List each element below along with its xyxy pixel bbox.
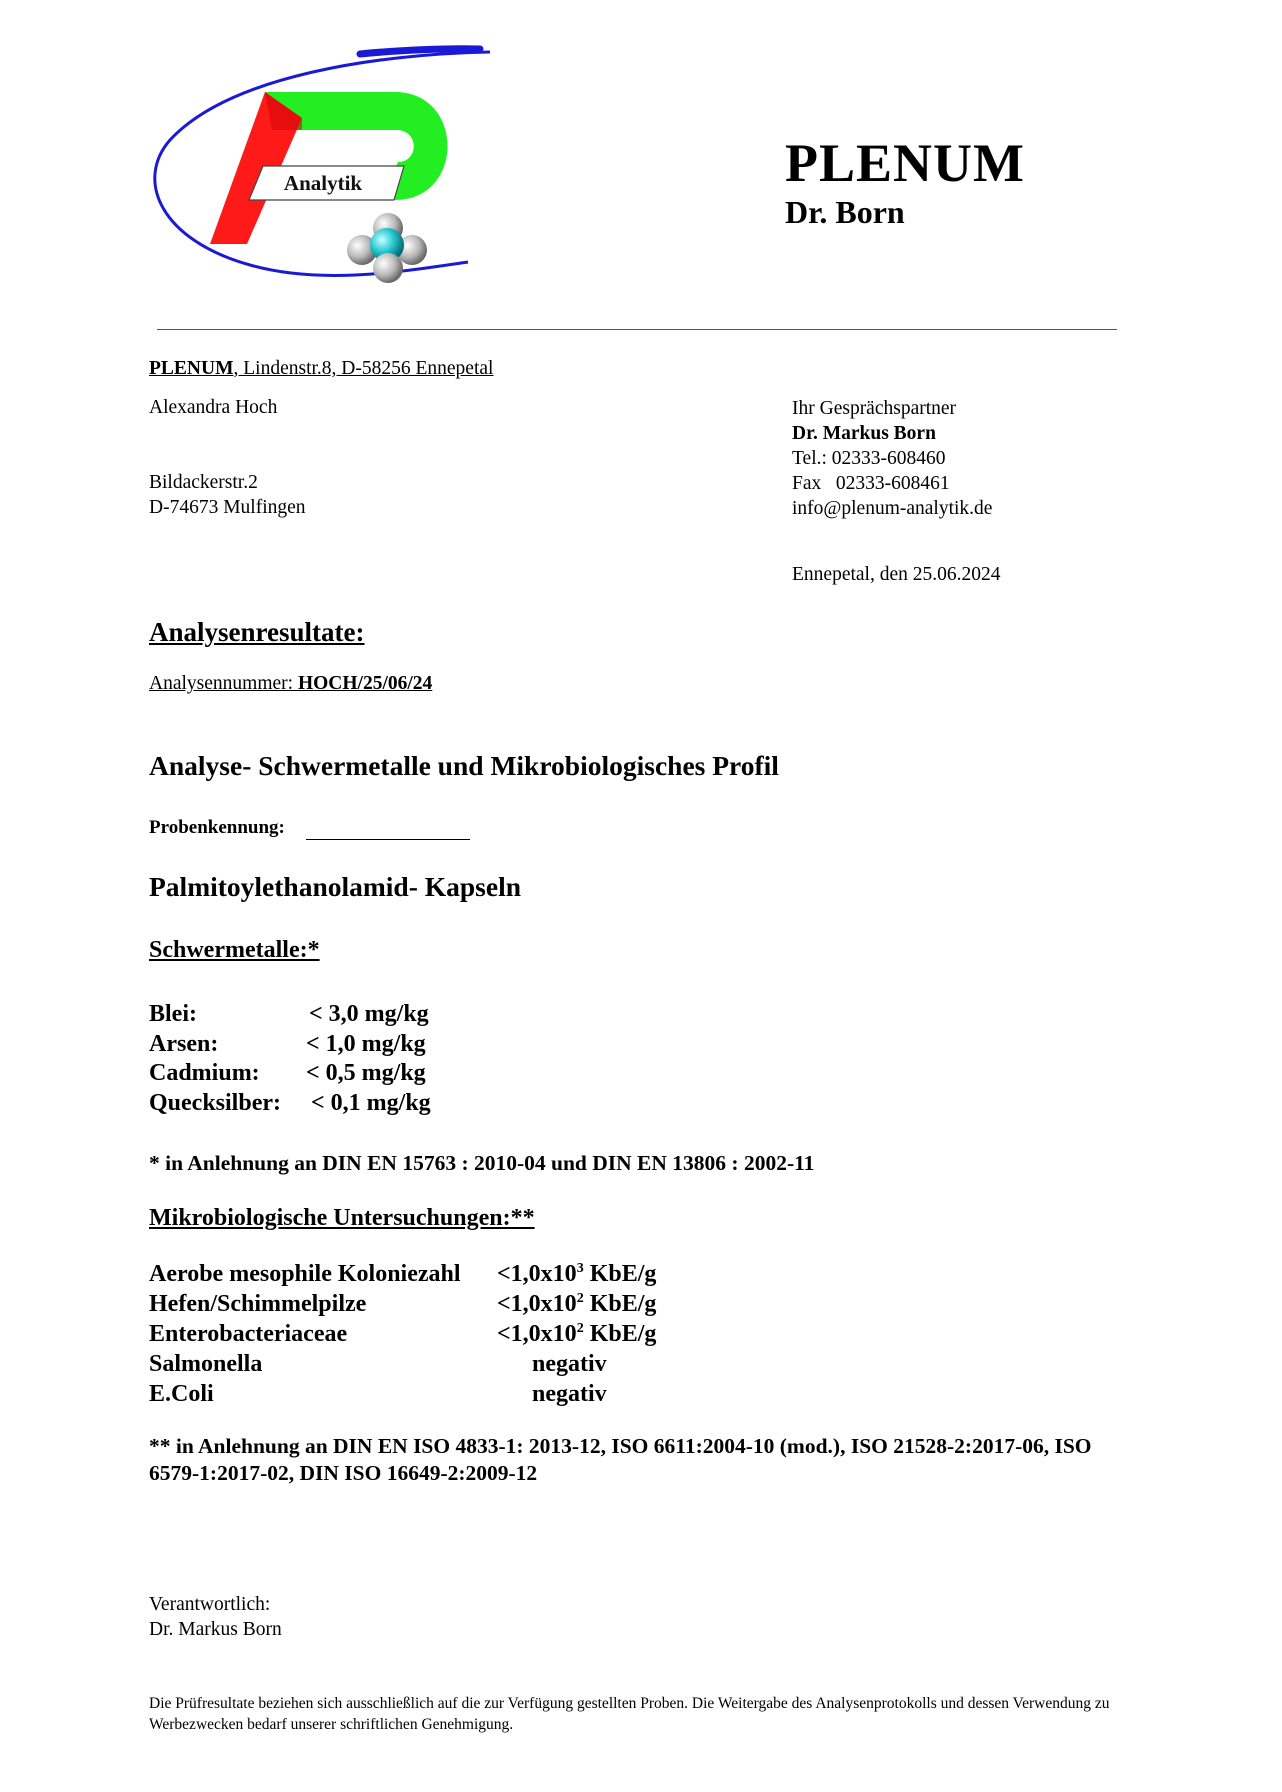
plenum-analytik-logo xyxy=(150,40,510,310)
micro-name: Hefen/Schimmelpilze xyxy=(149,1291,367,1317)
contact-tel: Tel.: 02333-608460 xyxy=(792,448,946,469)
micro-value: negativ xyxy=(532,1381,607,1407)
metal-value: < 1,0 mg/kg xyxy=(306,1030,426,1057)
micro-value-base: <1,0x10 xyxy=(497,1261,577,1287)
micro-value xyxy=(497,1319,656,1353)
probe-blank-line xyxy=(306,839,470,840)
micro-name: Enterobacteriaceae xyxy=(149,1321,348,1347)
micro-value-unit: KbE/g xyxy=(583,1321,657,1347)
metal-name: Cadmium: xyxy=(149,1060,260,1086)
micro-value-base: <1,0x10 xyxy=(497,1291,577,1317)
micro-value-base: <1,0x10 xyxy=(497,1321,577,1347)
analysis-number xyxy=(149,673,432,695)
responsible-label: Verantwortlich: xyxy=(149,1594,271,1615)
probe-label: Probenkennung: xyxy=(149,817,285,838)
metal-name: Quecksilber: xyxy=(149,1089,281,1116)
analysis-number-value: HOCH/25/06/24 xyxy=(297,673,433,694)
analysis-number-label: Analysennummer: xyxy=(149,673,298,694)
micro-value: negativ xyxy=(532,1351,607,1377)
micro-name: Aerobe mesophile Koloniezahl xyxy=(149,1261,461,1287)
contact-label: Ihr Gesprächspartner xyxy=(792,398,957,419)
company-name: PLENUM xyxy=(785,133,1025,193)
responsible-name: Dr. Markus Born xyxy=(149,1619,282,1640)
metals-note: * in Anlehnung an DIN EN 15763 : 2010-04 und DIN EN 13806 : 2002-11 xyxy=(149,1151,815,1175)
micro-note: ** in Anlehnung an DIN EN ISO 4833-1: 2013-12, ISO 6611:2004-10 (mod.), ISO 21528-2:2017-06, ISO 6579-1:2017-02, DIN ISO 16649-2:2009-12 xyxy=(149,1434,1092,1485)
micro-value-exponent: 2 xyxy=(576,1291,584,1306)
contact-fax: Fax 02333-608461 xyxy=(792,473,950,494)
micro-heading: Mikrobiologische Untersuchungen:** xyxy=(149,1205,535,1231)
results-heading: Analysenresultate: xyxy=(149,617,365,647)
micro-value xyxy=(497,1289,656,1323)
sender-line xyxy=(149,358,493,380)
micro-value-unit: KbE/g xyxy=(583,1261,657,1287)
product-name: Palmitoylethanolamid- Kapseln xyxy=(149,871,522,902)
contact-block xyxy=(792,396,992,521)
logo-text: Analytik xyxy=(283,171,363,195)
metal-value: < 0,5 mg/kg xyxy=(306,1060,426,1086)
micro-value-exponent: 2 xyxy=(576,1321,584,1336)
recipient-street: Bildackerstr.2 xyxy=(149,472,258,493)
micro-name: Salmonella xyxy=(149,1351,263,1377)
analysis-title: Analyse- Schwermetalle und Mikrobiologisches Profil xyxy=(149,750,779,781)
micro-value-unit: KbE/g xyxy=(583,1291,657,1317)
company-subtitle: Dr. Born xyxy=(785,194,905,230)
micro-value-exponent: 3 xyxy=(576,1261,584,1276)
contact-email: info@plenum-analytik.de xyxy=(792,498,993,519)
metals-heading: Schwermetalle:* xyxy=(149,937,320,963)
contact-person: Dr. Markus Born xyxy=(792,423,936,444)
recipient-city: D-74673 Mulfingen xyxy=(149,497,306,518)
micro-name: E.Coli xyxy=(149,1381,214,1407)
header-divider xyxy=(157,329,1117,330)
recipient-name: Alexandra Hoch xyxy=(149,397,278,418)
metal-value: < 0,1 mg/kg xyxy=(311,1089,431,1116)
sender-name: PLENUM xyxy=(149,358,234,379)
micro-value xyxy=(497,1259,656,1293)
disclaimer: Die Prüfresultate beziehen sich ausschließlich auf die zur Verfügung gestellten Proben. Die Weitergabe des Analysenprotokolls und dessen Verwendung zu Werbezwecken bedarf unserer schriftlichen Genehmigung. xyxy=(149,1695,1110,1733)
metal-value: < 3,0 mg/kg xyxy=(309,1001,429,1027)
metal-name: Blei: xyxy=(149,1001,197,1027)
metal-name: Arsen: xyxy=(149,1030,219,1057)
document-date: Ennepetal, den 25.06.2024 xyxy=(792,564,1001,585)
sender-address: , Lindenstr.8, D-58256 Ennepetal xyxy=(233,358,494,379)
responsible-block xyxy=(149,1592,282,1642)
